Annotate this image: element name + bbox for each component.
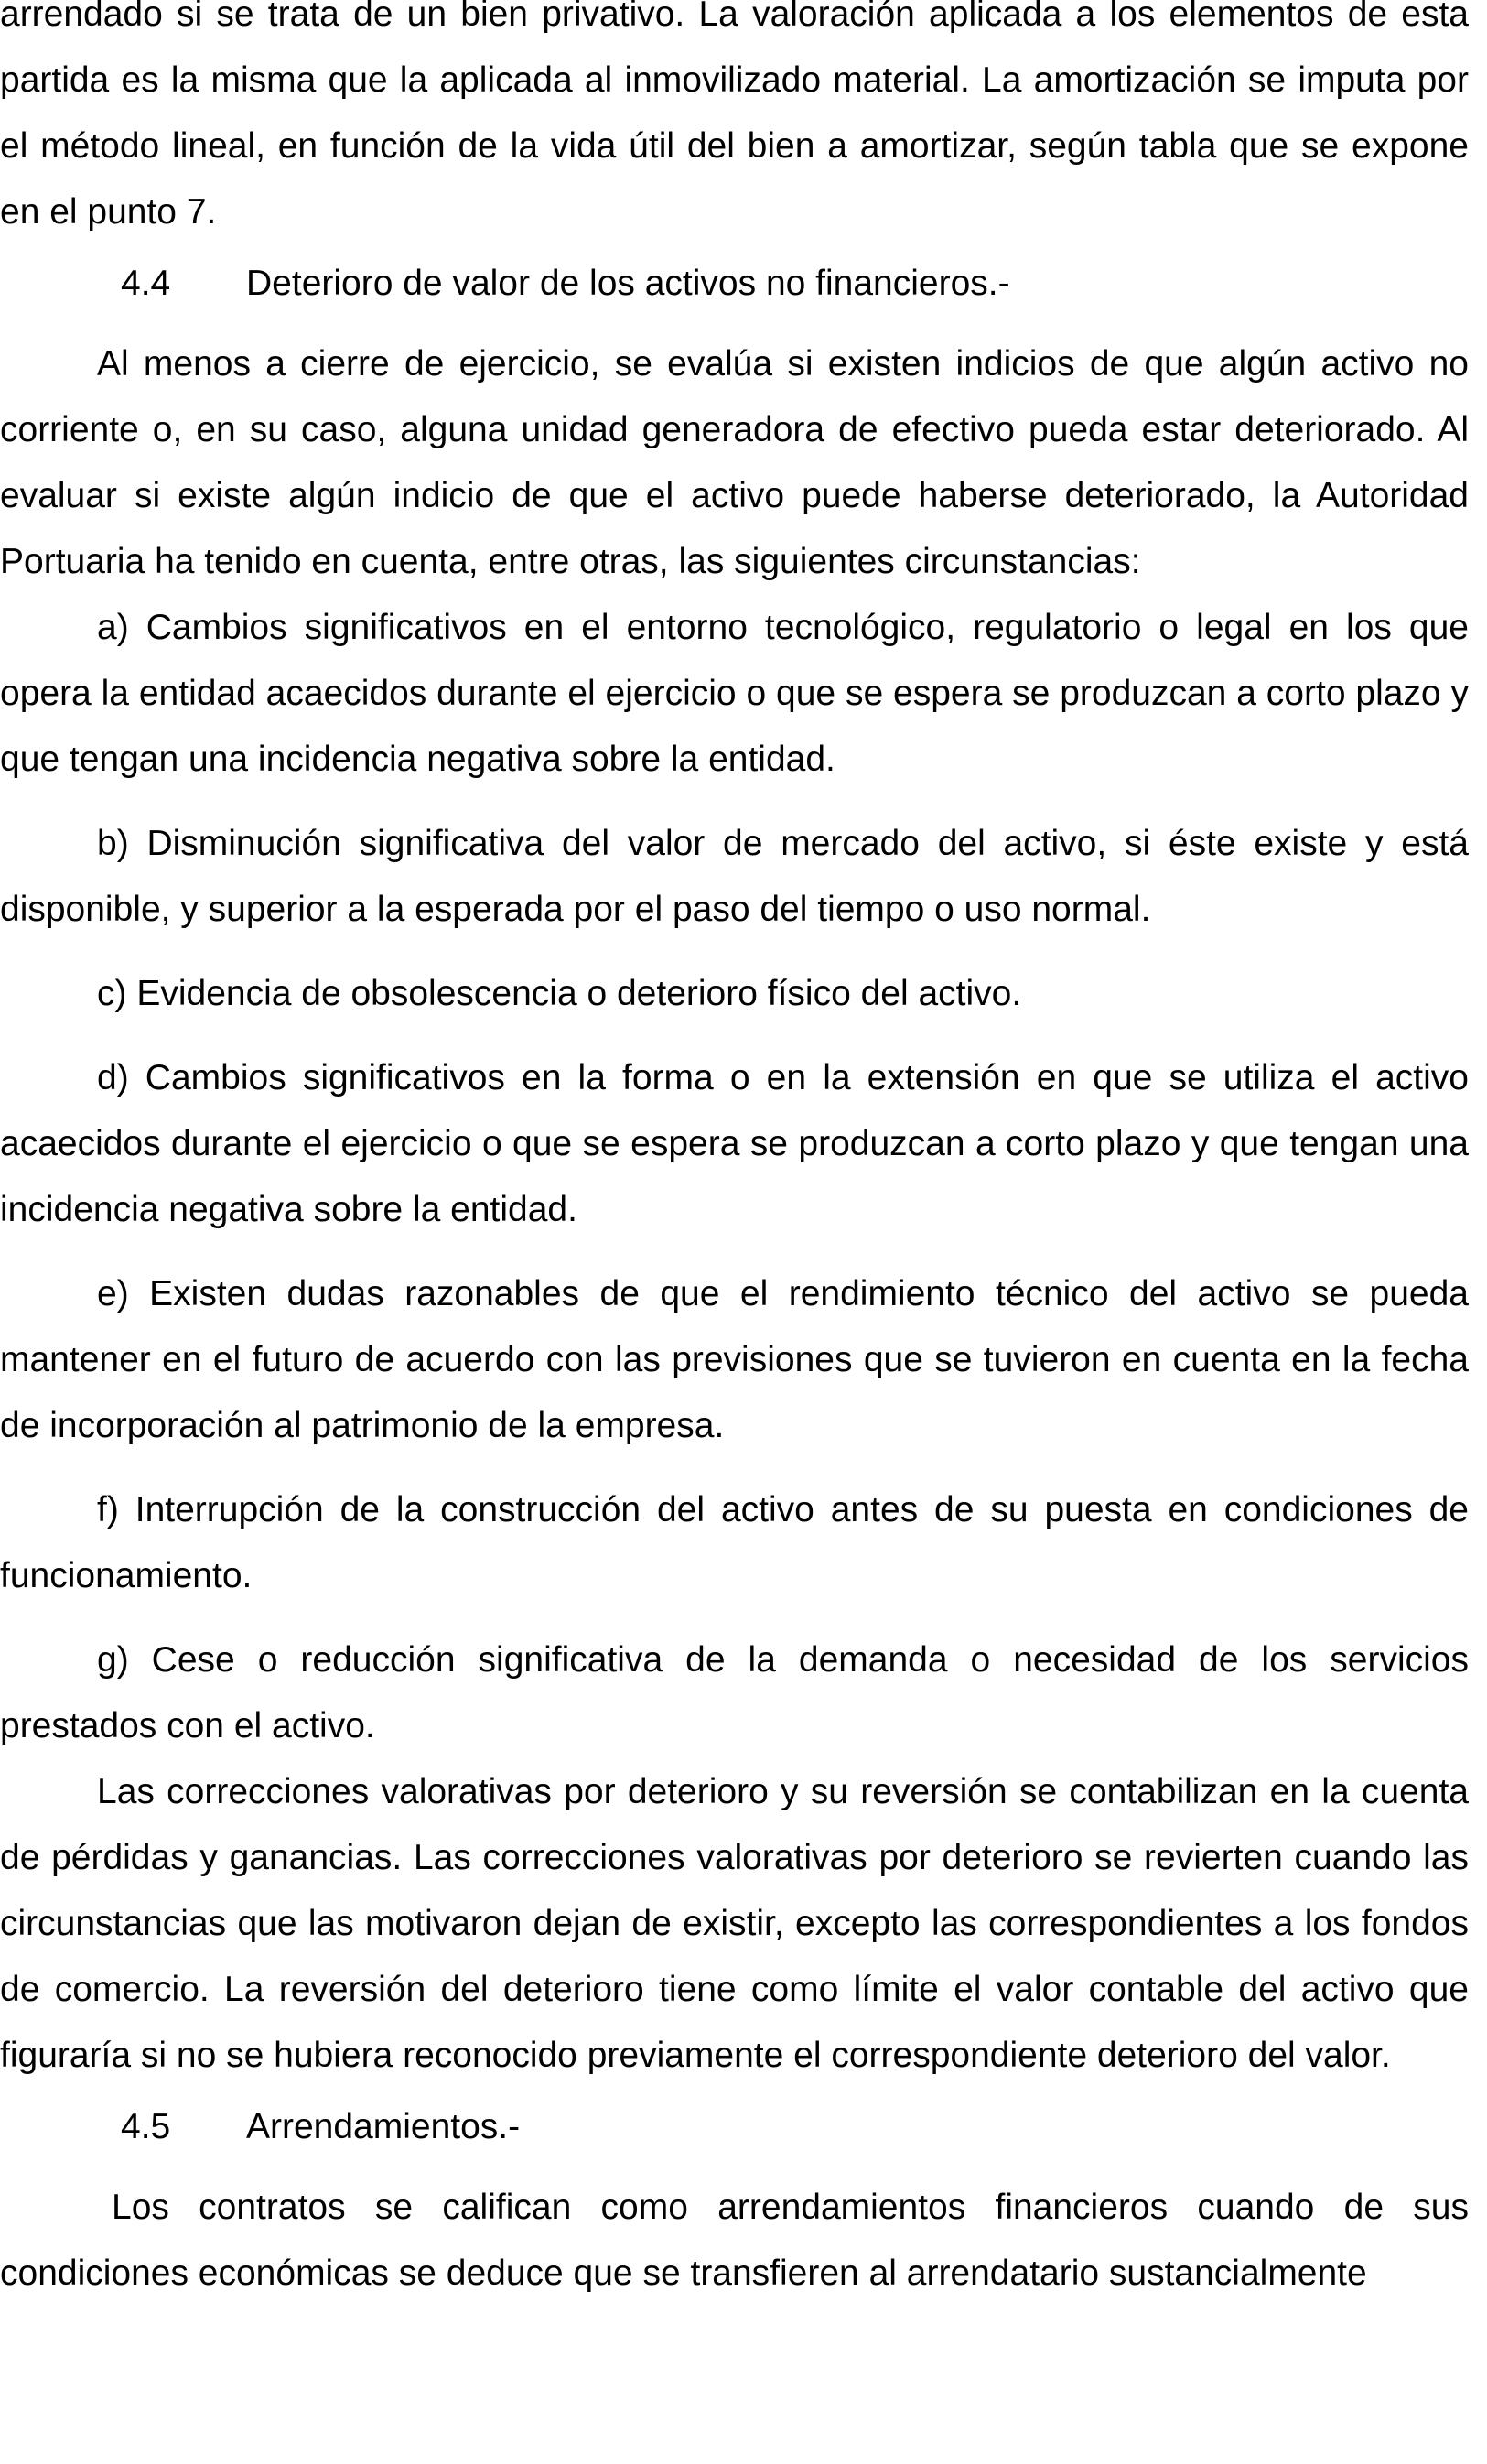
list-item-d: d) Cambios significativos en la forma o en la extensión en que se utiliza el activo acaecidos durante el ejercicio o que se espera se produzcan a corto plazo y que tengan una incidencia negativa sobre la entidad. [0, 1058, 1469, 1229]
section-title: Deterioro de valor de los activos no financieros.- [246, 264, 1010, 303]
paragraph-correcciones: Las correcciones valorativas por deterioro y su reversión se contabilizan en la cuenta de pérdidas y ganancias. Las correcciones valorativas por deterioro se revierten cuando las circunstancias que las motivaron dejan de existir, excepto las correspondientes a los fondos de comercio. La reversión del deterioro tiene como límite el valor contable del activo que figuraría si no se hubiera reconocido previamente el correspondiente deterioro del valor. [0, 1772, 1469, 2075]
list-item-e: e) Existen dudas razonables de que el rendimiento técnico del activo se pueda mantener en el futuro de acuerdo con las previsiones que se tuvieron en cuenta en la fecha de incorporación al patrimonio de la empresa. [0, 1274, 1469, 1445]
list-item-a: a) Cambios significativos en el entorno tecnológico, regulatorio o legal en los que opera la entidad acaecidos durante el ejercicio o que se espera se produzcan a corto plazo y que tengan una incidencia negativa sobre la entidad. [0, 608, 1469, 779]
section-title: Arrendamientos.- [246, 2107, 521, 2146]
paragraph-indicios: Al menos a cierre de ejercicio, se evalúa si existen indicios de que algún activo no corriente o, en su caso, alguna unidad generadora de efectivo pueda estar deteriorado. Al evaluar si existe algún indicio de que el activo puede haberse deteriorado, la Autoridad Portuaria ha tenido en cuenta, entre otras, las siguientes circunstancias: [0, 344, 1469, 581]
intro-paragraph: arrendado si se trata de un bien privativo. La valoración aplicada a los elementos de esta partida es la misma que la aplicada al inmovilizado material. La amortización se imputa por el método lineal, en función de la vida útil del bien a amortizar, según tabla que se expone en el punto 7. [0, 0, 1469, 232]
paragraph-arrendamientos: Los contratos se califican como arrendamientos financieros cuando de sus condiciones económicas se deduce que se transfieren al arrendatario sustancialmente [0, 2188, 1469, 2293]
section-number: 4.5 [121, 2107, 171, 2146]
section-heading-4-5 [0, 2094, 1469, 2160]
list-item-b: b) Disminución significativa del valor de mercado del activo, si éste existe y está disponible, y superior a la esperada por el paso del tiempo o uso normal. [0, 824, 1469, 929]
section-heading-4-4 [0, 251, 1469, 317]
section-number: 4.4 [121, 264, 171, 303]
list-item-c: c) Evidencia de obsolescencia o deterioro físico del activo. [97, 974, 1022, 1013]
list-item-g: g) Cese o reducción significativa de la demanda o necesidad de los servicios prestados con el activo. [0, 1640, 1469, 1745]
list-item-f: f) Interrupción de la construcción del activo antes de su puesta en condiciones de funcionamiento. [0, 1490, 1469, 1595]
